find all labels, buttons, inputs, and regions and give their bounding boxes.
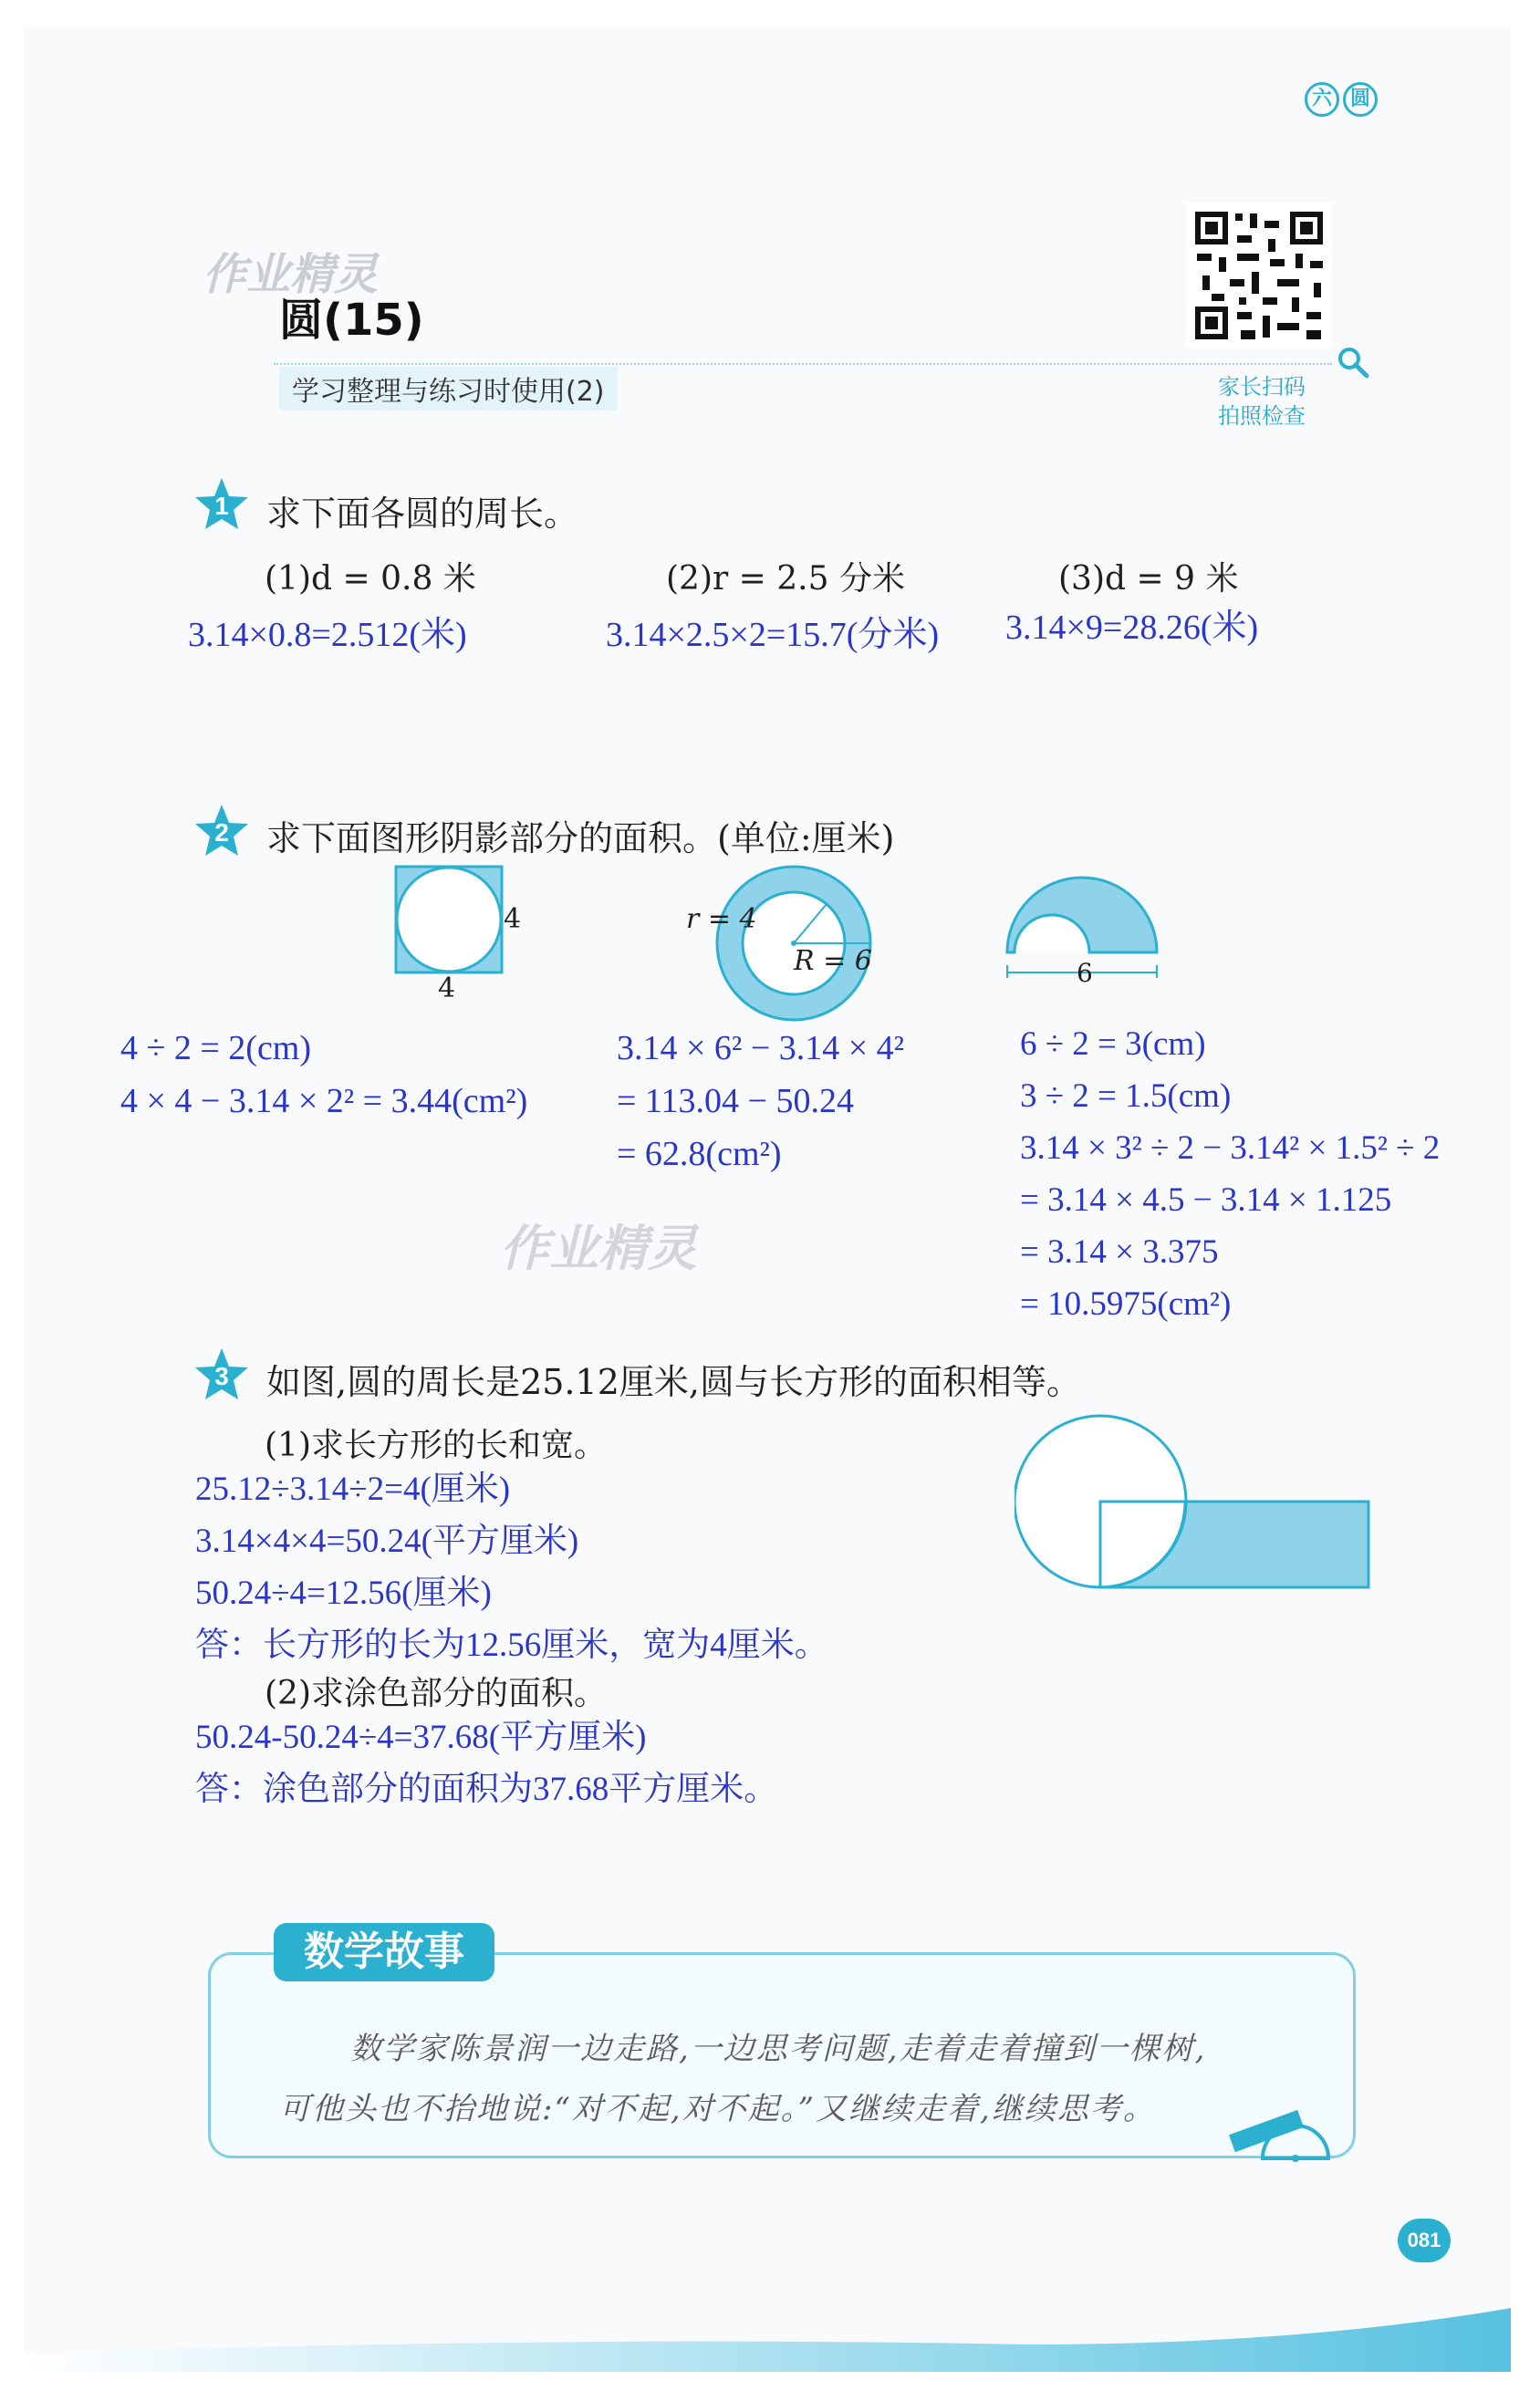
question-3-prompt: 如图,圆的周长是25.12厘米,圆与长方形的面积相等。 xyxy=(266,1362,1081,1402)
math-story-title: 数学故事 xyxy=(274,1923,494,1981)
circle-rectangle-figure xyxy=(1015,1414,1376,1606)
title-divider xyxy=(274,363,1332,365)
q3-answer1 xyxy=(195,1463,828,1671)
q2-answer-col2 xyxy=(617,1022,904,1180)
lesson-subtitle: 学习整理与练习时使用(2) xyxy=(279,367,618,411)
story-line-1: 数学家陈景润一边走路,一边思考问题,走着走着撞到一棵树, xyxy=(350,2031,1207,2067)
fig1-side-label: 4 xyxy=(504,903,522,935)
q1-part1-label: (1)d = 0.8 米 xyxy=(265,560,476,598)
ruler-protractor-icon xyxy=(1226,2095,1336,2164)
q2-col3-line2: 3 ÷ 2 = 1.5(cm) xyxy=(1020,1077,1232,1115)
qr-caption-line2: 拍照检查 xyxy=(1218,403,1306,429)
fig2-outer-radius-label: R = 6 xyxy=(794,945,872,977)
magnifier-icon xyxy=(1336,345,1372,381)
question-1-number: 1 xyxy=(214,492,229,520)
fig2-inner-radius-label: r = 4 xyxy=(686,903,757,935)
question-3-number: 3 xyxy=(214,1362,229,1390)
question-2-number: 2 xyxy=(214,818,229,847)
q2-col2-line1: 3.14 × 6² − 3.14 × 4² xyxy=(617,1029,905,1067)
middle-watermark: 作业精灵 xyxy=(500,1220,697,1277)
lesson-title: 圆(15) xyxy=(279,295,424,346)
q2-col3-line6: = 10.5975(cm²) xyxy=(1020,1285,1232,1323)
q2-answer-col3 xyxy=(1020,1018,1440,1330)
q2-col3-line5: = 3.14 × 3.375 xyxy=(1020,1233,1219,1271)
q2-answer-col1 xyxy=(120,1022,527,1128)
bottom-wave-decoration xyxy=(24,2299,1511,2372)
q2-col1-line2: 4 × 4 − 3.14 × 2² = 3.44(cm²) xyxy=(120,1082,528,1120)
question-1-badge xyxy=(193,476,250,533)
q1-part3-answer: 3.14×9=28.26(米) xyxy=(1005,608,1259,647)
qr-caption-line1: 家长扫码 xyxy=(1218,374,1306,400)
q3-ans2-line2: 答：涂色部分的面积为37.68平方厘米。 xyxy=(195,1771,778,1808)
q3-ans2-line1: 50.24-50.24÷4=37.68(平方厘米) xyxy=(195,1719,647,1756)
q1-part2-answer: 3.14×2.5×2=15.7(分米) xyxy=(606,616,940,654)
q2-col2-line2: = 113.04 − 50.24 xyxy=(617,1082,854,1120)
q2-col3-line1: 6 ÷ 2 = 3(cm) xyxy=(1020,1025,1206,1063)
q3-ans1-line4: 答：长方形的长为12.56厘米，宽为4厘米。 xyxy=(195,1627,828,1664)
q1-part1-answer: 3.14×0.8=2.512(米) xyxy=(188,616,467,654)
q2-col2-line3: = 62.8(cm²) xyxy=(617,1135,782,1173)
q3-answer2 xyxy=(195,1711,777,1815)
story-line-2: 可他头也不抬地说:“对不起,对不起。”又继续走着,继续思考。 xyxy=(279,2091,1156,2127)
fig3-base-label: 6 xyxy=(1077,958,1093,988)
title-watermark: 作业精灵 xyxy=(203,249,379,300)
q3-sub1-prompt: (1)求长方形的长和宽。 xyxy=(265,1427,607,1464)
q3-ans1-line1: 25.12÷3.14÷2=4(厘米) xyxy=(195,1471,511,1508)
ring-figure xyxy=(712,861,876,1025)
question-2-badge xyxy=(193,803,250,859)
q2-col3-line3: 3.14 × 3² ÷ 2 − 3.14² × 1.5² ÷ 2 xyxy=(1020,1129,1441,1167)
unit-name-badge: 圆 xyxy=(1343,82,1378,117)
q1-part3-label: (3)d = 9 米 xyxy=(1058,560,1239,598)
qr-code-icon[interactable] xyxy=(1186,203,1332,348)
question-2-prompt: 求下面图形阴影部分的面积。(单位:厘米) xyxy=(266,818,895,858)
page-number: 081 xyxy=(1398,2219,1451,2262)
q2-col3-line4: = 3.14 × 4.5 − 3.14 × 1.125 xyxy=(1020,1181,1392,1219)
qr-caption xyxy=(1202,372,1321,431)
unit-number-badge: 六 xyxy=(1305,82,1339,117)
q3-sub2-prompt: (2)求涂色部分的面积。 xyxy=(265,1675,607,1712)
q1-part2-label: (2)r = 2.5 分米 xyxy=(666,560,905,598)
q3-ans1-line2: 3.14×4×4=50.24(平方厘米) xyxy=(195,1523,579,1560)
question-1-prompt: 求下面各圆的周长。 xyxy=(266,494,579,534)
question-3-badge xyxy=(193,1346,250,1403)
q2-col1-line1: 4 ÷ 2 = 2(cm) xyxy=(120,1029,312,1067)
fig1-bottom-label: 4 xyxy=(438,972,456,1004)
q3-ans1-line3: 50.24÷4=12.56(厘米) xyxy=(195,1575,492,1612)
